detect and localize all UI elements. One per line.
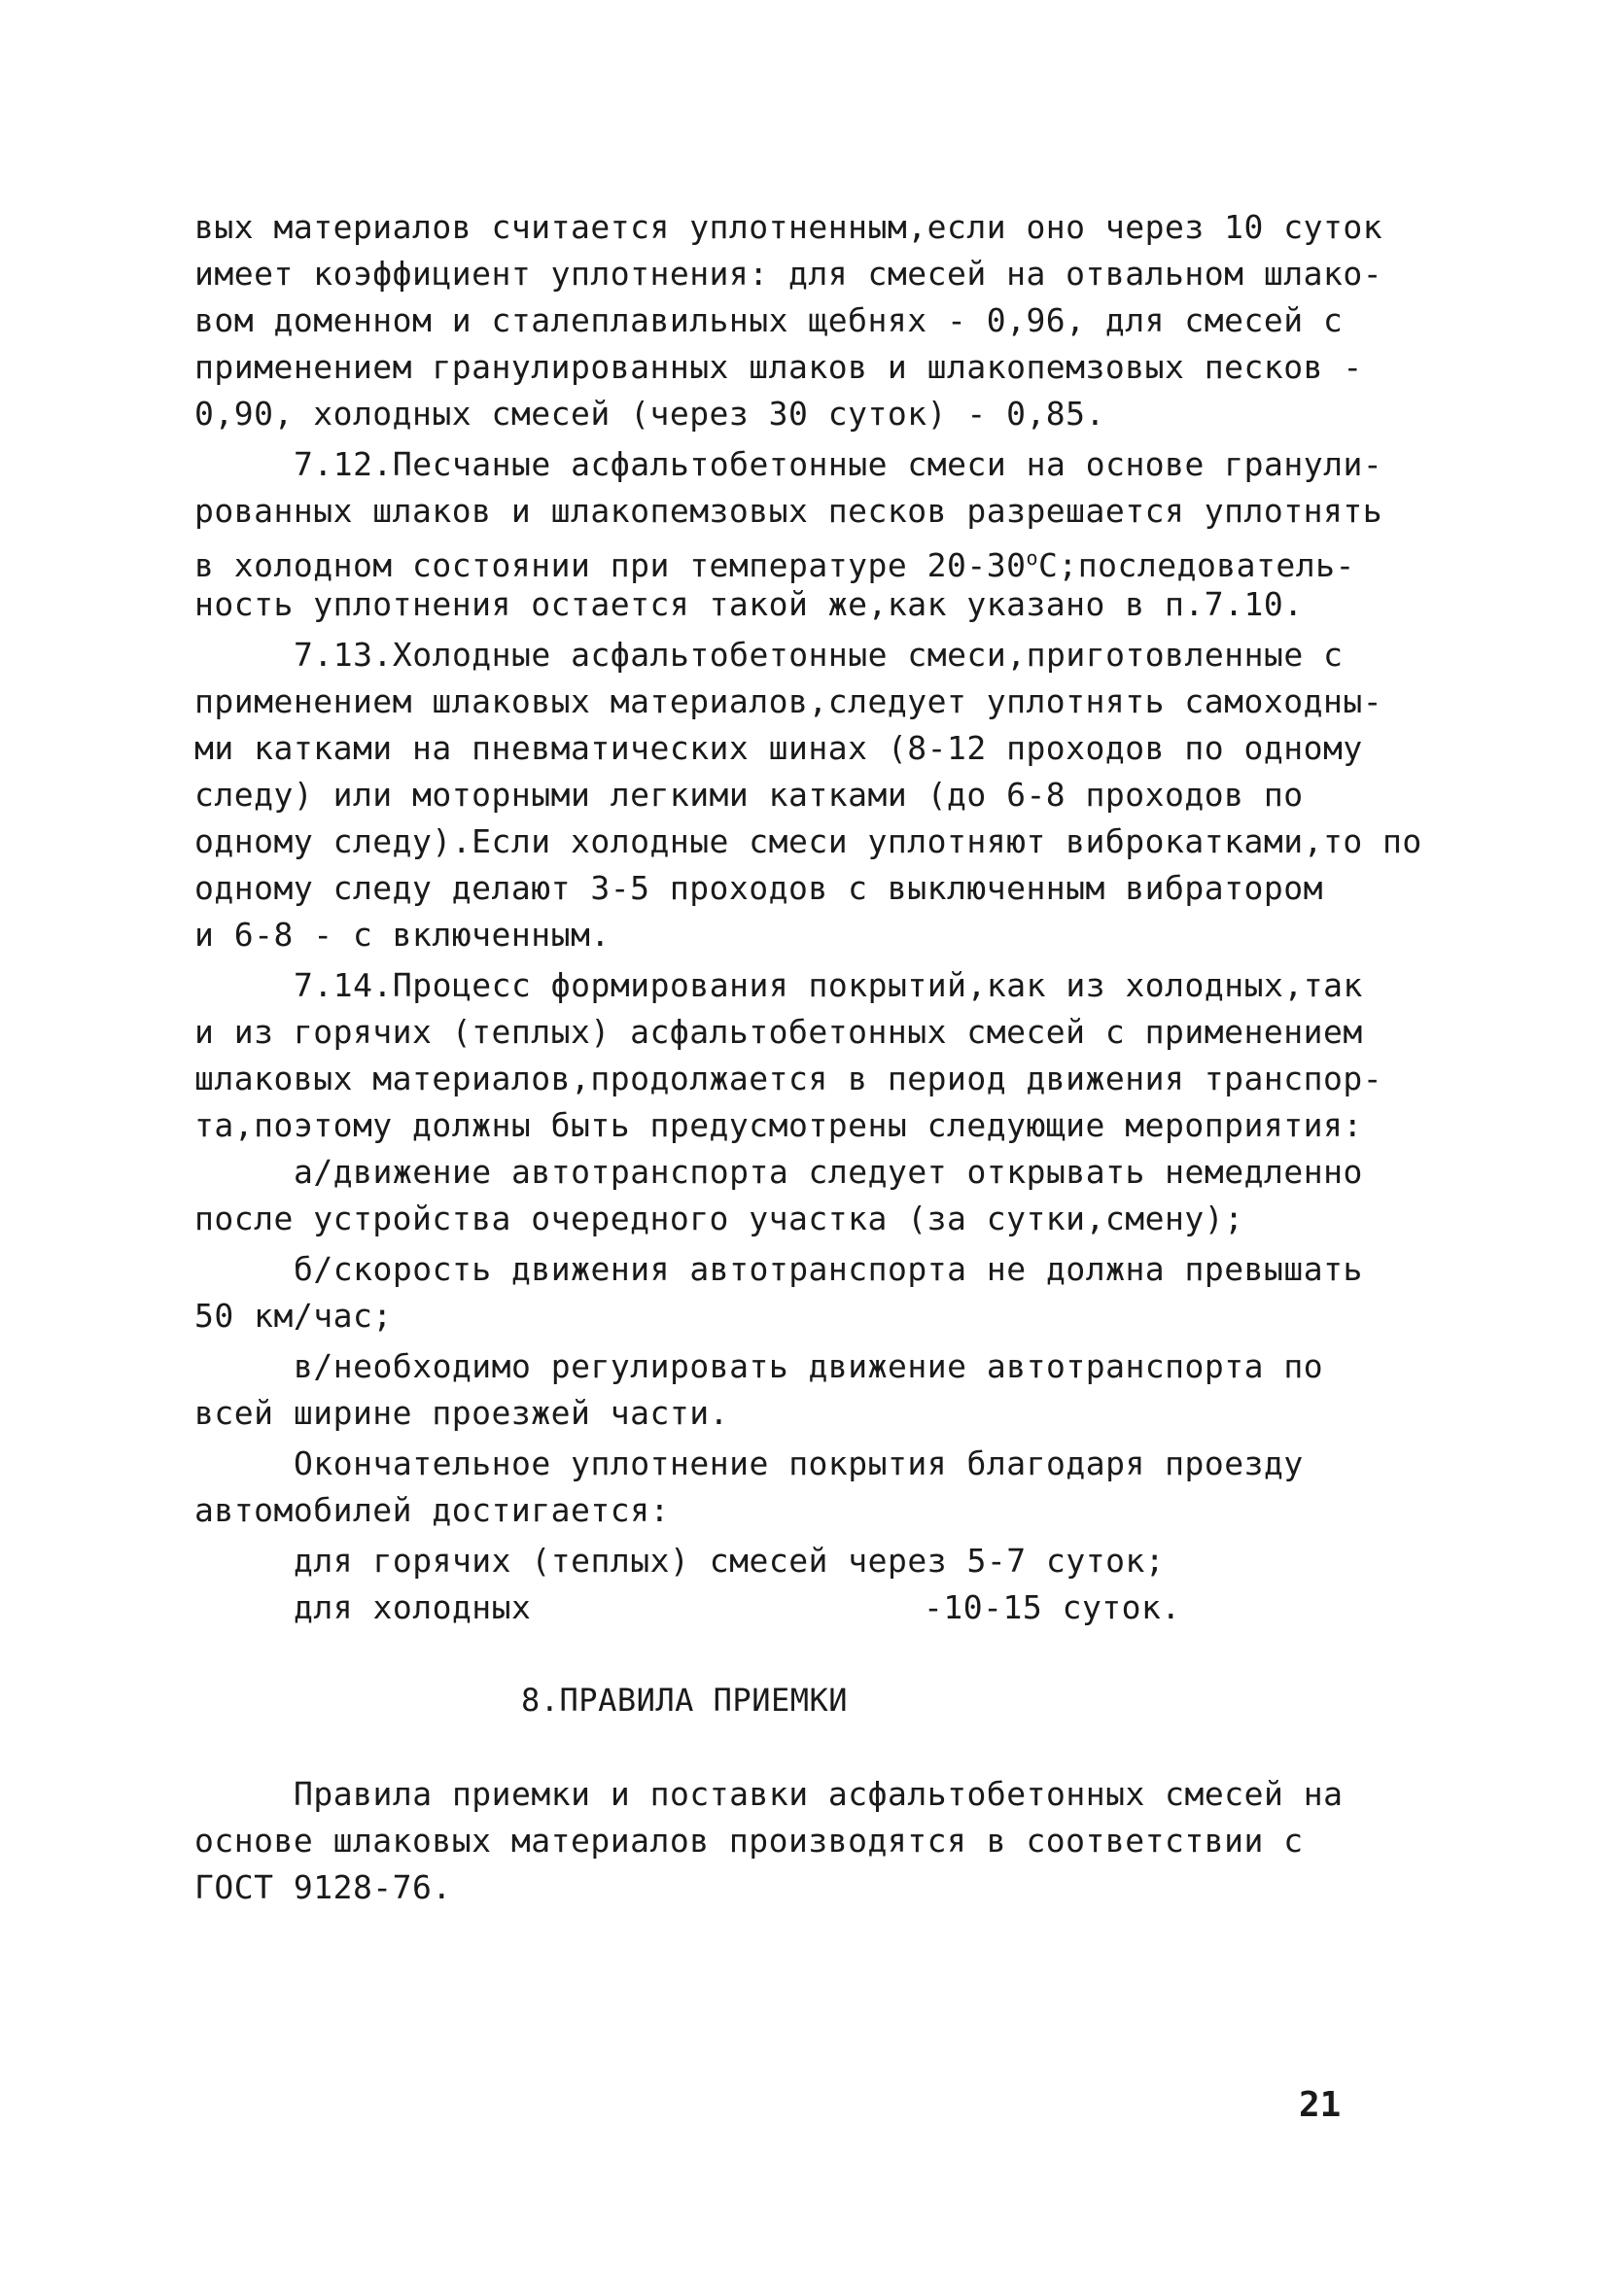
list-item-a: а/движение автотранспорта следует открывать немедленно xyxy=(294,1153,1363,1191)
text-line: для горячих (теплых) смесей через 5-7 суток; xyxy=(294,1542,1166,1580)
text-line: та,поэтому должны быть предусмотрены следующие мероприятия: xyxy=(194,1106,1363,1144)
text-line: ность уплотнения остается такой же,как указано в п.7.10. xyxy=(194,585,1304,623)
text-line: следу) или моторными легкими катками (до 6-8 проходов по xyxy=(194,776,1304,814)
degree-sup: о xyxy=(1026,546,1038,570)
section-heading: 8.ПРАВИЛА ПРИЕМКИ xyxy=(521,1682,849,1719)
paragraph-8-start: Правила приемки и поставки асфальтобетонных смесей на xyxy=(294,1775,1344,1813)
text-line: для холодных xyxy=(294,1588,532,1626)
text-line: рованных шлаков и шлакопемзовых песков разрешается уплотнять xyxy=(194,492,1383,530)
paragraph-7-14-start: 7.14.Процесс формирования покрытий,как из холодных,так xyxy=(294,966,1363,1004)
text-line: всей ширине проезжей части. xyxy=(194,1394,729,1432)
paragraph-7-13-start: 7.13.Холодные асфальтобетонные смеси,приготовленные с xyxy=(294,636,1344,674)
text-line: вых материалов считается уплотненным,если оно через 10 суток xyxy=(194,208,1383,246)
text-line: ми катками на пневматических шинах (8-12 проходов по одному xyxy=(194,729,1363,767)
list-item-b: б/скорость движения автотранспорта не должна превышать xyxy=(294,1250,1363,1288)
text-line: ГОСТ 9128-76. xyxy=(194,1868,452,1906)
text-line: применением шлаковых материалов,следует уплотнять самоходны- xyxy=(194,682,1383,720)
text-line: одному следу).Если холодные смеси уплотняют виброкатками,то по xyxy=(194,822,1422,860)
text-line: Окончательное уплотнение покрытия благодаря проезду xyxy=(294,1444,1304,1482)
text-line: вом доменном и сталеплавильных щебнях - 0,96, для смесей с xyxy=(194,301,1344,339)
text-line: -10-15 суток. xyxy=(924,1588,1181,1626)
text-line: автомобилей достигается: xyxy=(194,1491,670,1529)
text-line: применением гранулированных шлаков и шлакопемзовых песков - xyxy=(194,348,1363,386)
page-number: 21 xyxy=(1299,2085,1342,2125)
text-line-temperature: в холодном состоянии при температуре $20-30^оС;последователь-$ xyxy=(194,546,1355,584)
text-line: шлаковых материалов,продолжается в период движения транспор- xyxy=(194,1060,1383,1097)
list-item-v: в/необходимо регулировать движение автотранспорта по xyxy=(294,1347,1324,1385)
text-line: и 6-8 - с включенным. xyxy=(194,916,611,954)
text-line: после устройства очередного участка (за сутки,смену); xyxy=(194,1200,1244,1237)
text-line: и из горячих (теплых) асфальтобетонных смесей с применением xyxy=(194,1013,1363,1051)
text-line: 50 км/час; xyxy=(194,1297,393,1335)
text-line: 0,90, холодных смесей (через 30 суток) - 0,85. xyxy=(194,395,1105,433)
text-line: одному следу делают 3-5 проходов с выключенным вибратором xyxy=(194,869,1323,907)
paragraph-7-12-start: 7.12.Песчаные асфальтобетонные смеси на основе гранули- xyxy=(294,445,1383,483)
text-line: имеет коэффициент уплотнения: для смесей на отвальном шлако- xyxy=(194,255,1383,293)
text-line: основе шлаковых материалов производятся в соответствии с xyxy=(194,1822,1304,1860)
